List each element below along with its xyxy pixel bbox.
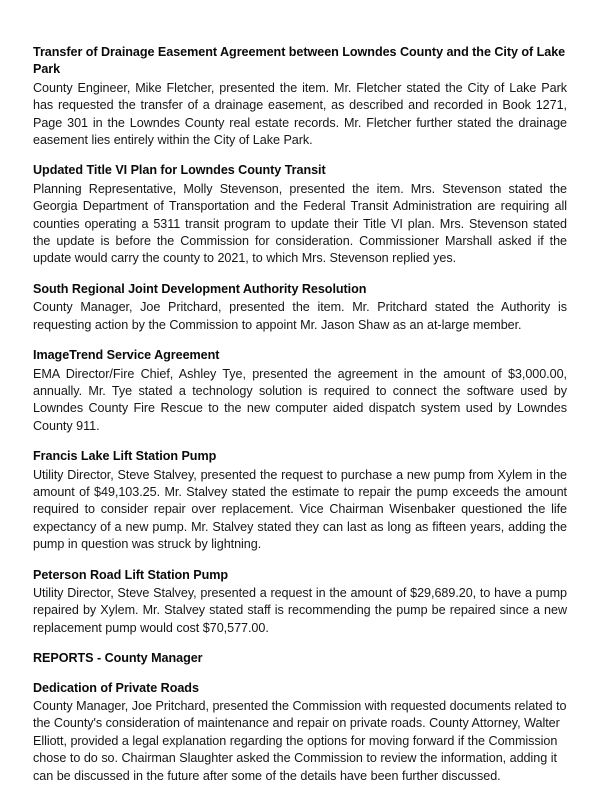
section-body: County Manager, Joe Pritchard, presented the item. Mr. Pritchard stated the Authority is requesting action by the Commission to appoint Mr. Jason Shaw as an at-large member. (33, 300, 567, 332)
section-transfer-of-drainage-easement-agreement (33, 44, 567, 149)
section-body: Planning Representative, Molly Stevenson, presented the item. Mrs. Stevenson stated the Georgia Department of Transportation and the Federal Transit Administration are requiring all counties operating a 5311 transit program to update their Title VI plan. Mrs. Stevenson stated the update is before the Commission for consideration. Commissioner Marshall asked if the update would carry the county to 2021, to which Mrs. Stevenson replied yes. (33, 181, 567, 266)
section-heading: Transfer of Drainage Easement Agreement between Lowndes County and the City of Lake Park (33, 45, 566, 77)
section-body: Utility Director, Steve Stalvey, presented the request to purchase a new pump from Xylem in the amount of $49,103.25. Mr. Stalvey stated the estimate to repair the pump exceeds the amount required to consider repair over replacement. Vice Chairman Wisenbaker questioned the life expectancy of a new pump. Mr. Stalvey stated they can last as long as fifteen years, adding the pump in question was struck by lightning. (33, 467, 567, 552)
section-heading: South Regional Joint Development Authority Resolution (33, 281, 367, 296)
section-dedication-of-private-roads (33, 680, 567, 785)
section-updated-title-vi-plan (33, 162, 567, 267)
section-body: EMA Director/Fire Chief, Ashley Tye, presented the agreement in the amount of $3,000.00, annually. Mr. Tye stated a technology solution is required to connect the software used by Lowndes County Fire Rescue to the new computer aided dispatch system used by Lowndes County 911. (33, 366, 567, 433)
section-heading: Dedication of Private Roads (33, 680, 199, 695)
section-heading: REPORTS - County Manager (33, 651, 203, 666)
section-imagetrend-service-agreement (33, 347, 567, 435)
section-body: Utility Director, Steve Stalvey, presented a request in the amount of $29,689.20, to have a pump repaired by Xylem. Mr. Stalvey stated staff is recommending the pump be repaired since a new replacement pump would cost $70,577.00. (33, 585, 567, 635)
section-body: County Manager, Joe Pritchard, presented the Commission with requested documents related to the County's consideration of maintenance and repair on private roads. County Attorney, Walter Elliott, provided a legal explanation regarding the options for moving forward if the Commission chose to do so. Chairman Slaughter asked the Commission to review the information, adding it can be discussed in the future after some of the details have been further discussed. (33, 699, 567, 783)
section-south-regional-joint-development-authority-resolution (33, 281, 567, 334)
document-text-column (33, 44, 567, 785)
section-heading: ImageTrend Service Agreement (33, 348, 220, 363)
section-heading: Francis Lake Lift Station Pump (33, 449, 217, 464)
section-reports-county-manager (33, 650, 567, 667)
section-heading: Peterson Road Lift Station Pump (33, 567, 229, 582)
section-peterson-road-lift-station-pump (33, 567, 567, 638)
section-francis-lake-lift-station-pump (33, 448, 567, 553)
section-heading: Updated Title VI Plan for Lowndes County Transit (33, 163, 326, 178)
section-body: County Engineer, Mike Fletcher, presented the item. Mr. Fletcher stated the City of Lake Park has requested the transfer of a drainage easement, as described and recorded in Book 1271, Page 301 in the Lowndes County real estate records. Mr. Fletcher further stated the drainage easement lies entirely within the City of Lake Park. (33, 80, 567, 148)
